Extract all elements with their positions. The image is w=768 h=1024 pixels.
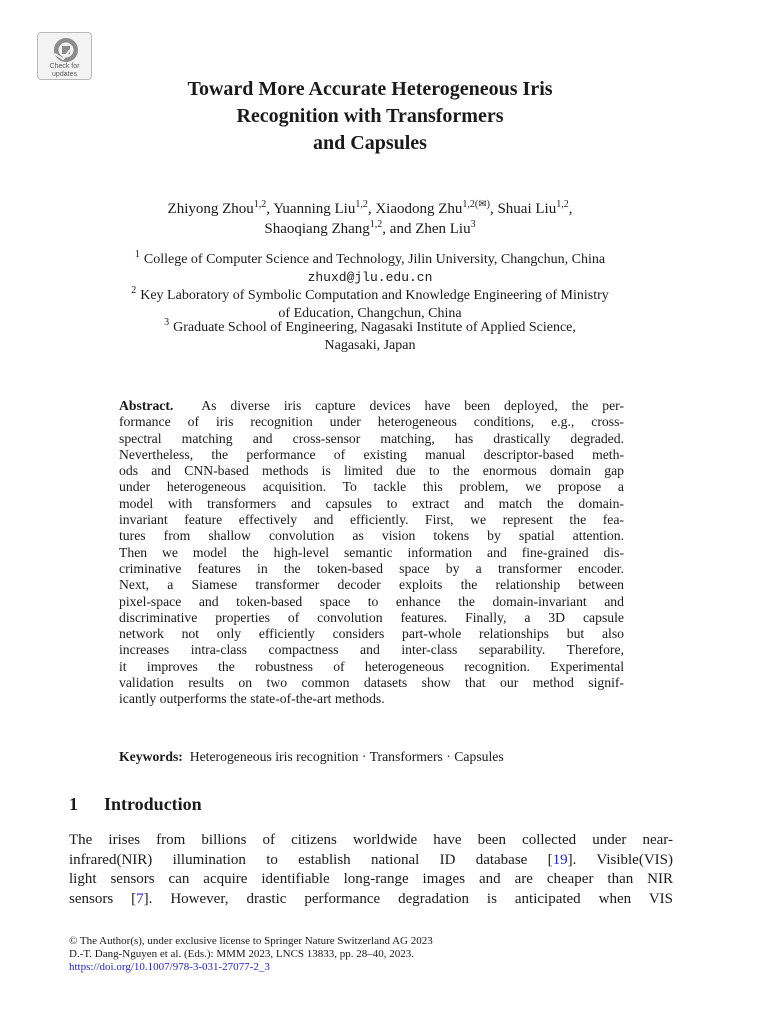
affiliation-3-line-1 <box>60 319 680 337</box>
affiliation-2-line-1 <box>60 287 680 305</box>
abstract-line <box>119 398 624 414</box>
author-name: Shuai Liu <box>497 201 557 217</box>
check-for-updates-icon <box>53 37 79 63</box>
citation-link[interactable]: 19 <box>552 851 568 868</box>
abstract-line: model with transformers and capsules to extract and match the domain- <box>119 495 624 511</box>
abstract-label: Abstract. <box>119 398 174 413</box>
author-name: Zhiyong Zhou <box>167 201 254 217</box>
affiliation-mark: 1 <box>134 249 140 261</box>
citation-link[interactable]: 7 <box>136 891 144 908</box>
keywords-label: Keywords: <box>119 749 183 764</box>
author-line-1: Zhiyong Zhou$^{1,2}$, Yuanning Liu$^{1,2}$, Xiaodong Zhu$^{1,2(✉)}$, Shuai Liu$^{1,2}$, <box>167 199 573 217</box>
copyright-footer <box>69 935 689 974</box>
abstract-text: As diverse iris capture devices have been deployed, the per- <box>201 398 625 413</box>
body-text: ]. However, drastic performance degradation is anticipated when VIS <box>143 891 673 908</box>
abstract-line: it improves the robustness of heterogeneous recognition. Experimental <box>119 658 624 674</box>
affiliation-2 <box>60 287 680 323</box>
body-text: sensors [ <box>69 891 137 908</box>
citation-line: D.-T. Dang-Nguyen et al. (Eds.): MMM 2023, LNCS 13833, pp. 28–40, 2023. <box>69 948 415 960</box>
affiliation-text: Graduate School of Engineering, Nagasaki Institute of Applied Science, <box>173 320 576 335</box>
abstract-line: formance of iris recognition under heterogeneous conditions, e.g., cross- <box>119 414 624 430</box>
author-affiliation-mark: 3 <box>470 219 476 230</box>
abstract-line: tures from shallow convolution as vision tokens by spatial attention. <box>119 528 624 544</box>
author-list <box>60 199 680 239</box>
abstract-line: discriminative properties of convolution features. Finally, a 3D capsule <box>119 609 624 625</box>
author-affiliation-mark: 1,2 <box>556 199 569 210</box>
affiliation-1-line <box>60 251 680 269</box>
affiliation-mark: 2 <box>131 285 137 297</box>
abstract-line: icantly outperforms the state-of-the-art methods. <box>119 691 385 707</box>
affiliation-2-line-2: of Education, Changchun, China <box>278 306 462 321</box>
body-line: light sensors can acquire identifiable long-range images and are cheaper than NIR <box>69 871 673 888</box>
author-name: Shaoqiang Zhang <box>264 221 370 237</box>
copyright-line: © The Author(s), under exclusive license to Springer Nature Switzerland AG 2023 <box>69 935 433 947</box>
title-line-3: and Capsules <box>313 132 427 154</box>
badge-line-1: Check for <box>49 63 80 70</box>
affiliation-1 <box>60 251 680 287</box>
abstract-line: ods and CNN-based methods is limited due to the enormous domain gap <box>119 463 624 479</box>
section-heading <box>69 793 202 815</box>
section-number: 1 <box>69 794 78 814</box>
affiliation-mark: 3 <box>164 317 170 329</box>
affiliation-3-line-2: Nagasaki, Japan <box>324 338 416 353</box>
keywords <box>119 748 639 765</box>
abstract-line: Then we model the high-level semantic information and fine-grained dis- <box>119 544 624 560</box>
body-text: ]. Visible(VIS) <box>567 851 673 868</box>
abstract-line: criminative features in the token-based space by a transformer encoder. <box>119 560 624 576</box>
keywords-text: Heterogeneous iris recognition · Transformers · Capsules <box>189 749 504 764</box>
abstract-line: network not only efficiently considers part-whole relationships but also <box>119 626 624 642</box>
author-name: Yuanning Liu <box>273 201 356 217</box>
abstract <box>119 398 624 708</box>
affiliation-text: College of Computer Science and Technology, Jilin University, Changchun, China <box>143 252 606 267</box>
section-title: Introduction <box>104 794 202 814</box>
author-line-2: Shaoqiang Zhang$^{1,2}$, and Zhen Liu$^3$ <box>264 219 476 237</box>
check-for-updates-badge[interactable] <box>37 32 92 80</box>
author-affiliation-mark: 1,2 <box>253 199 267 210</box>
author-affiliation-mark: 1,2 <box>355 199 368 210</box>
corresponding-email[interactable]: zhuxd@jlu.edu.cn <box>307 270 433 285</box>
affiliation-text: Key Laboratory of Symbolic Computation and Knowledge Engineering of Ministry <box>140 288 609 303</box>
title-line-1: Toward More Accurate Heterogeneous Iris <box>187 78 553 100</box>
body-line: The irises from billions of citizens worldwide have been collected under near- <box>69 832 673 848</box>
author-affiliation-mark: 1,2 <box>369 219 383 230</box>
affiliation-3 <box>60 319 680 355</box>
abstract-line: validation results on two common datasets show that our method signif- <box>119 675 624 691</box>
abstract-line: spectral matching and cross-sensor matching, has drastically degraded. <box>119 430 624 446</box>
body-line <box>69 851 673 871</box>
abstract-line: Nevertheless, the performance of existing manual descriptor-based meth- <box>119 446 624 462</box>
badge-line-2: updates <box>52 71 77 78</box>
doi-link[interactable]: https://doi.org/10.1007/978-3-031-27077-2_3 <box>69 961 270 973</box>
abstract-line: invariant feature effectively and efficiently. First, we represent the fea- <box>119 512 624 528</box>
author-affiliation-mark: 1,2(✉) <box>462 199 490 210</box>
body-text: infrared(NIR) illumination to establish national ID database [ <box>69 851 553 868</box>
abstract-line: Next, a Siamese transformer decoder exploits the relationship between <box>119 577 624 593</box>
abstract-line: increases intra-class compactness and inter-class separability. Therefore, <box>119 642 624 658</box>
author-conjunction: and <box>389 221 412 237</box>
paper-title <box>60 76 680 157</box>
abstract-line: under heterogeneous acquisition. To tackle this problem, we propose a <box>119 479 624 495</box>
body-line <box>69 890 673 910</box>
abstract-line: pixel-space and token-based space to enhance the domain-invariant and <box>119 593 624 609</box>
title-line-2: Recognition with Transformers <box>236 105 504 127</box>
author-name: Zhen Liu <box>415 221 471 237</box>
introduction-paragraph <box>69 831 673 910</box>
author-name: Xiaodong Zhu <box>375 201 463 217</box>
